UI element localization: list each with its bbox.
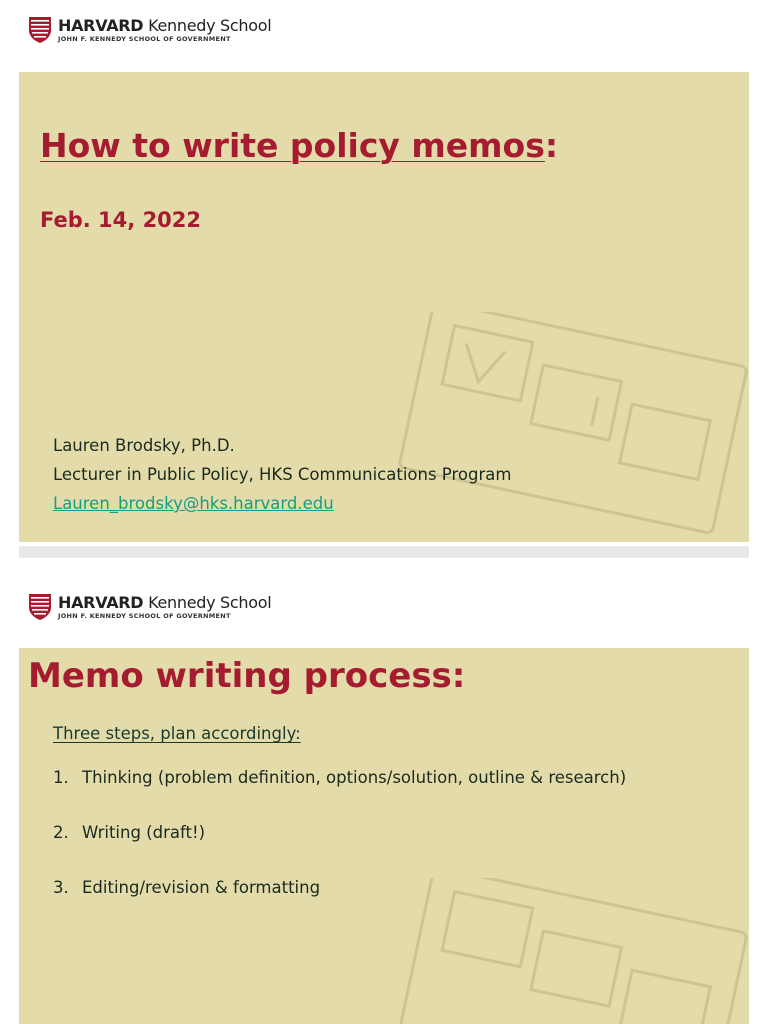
title-slide xyxy=(19,72,749,542)
slide-title: How to write policy memos: xyxy=(40,126,559,165)
list-item: 2. Writing (draft!) xyxy=(53,823,206,842)
slide-header xyxy=(0,0,768,60)
veritas-watermark-icon xyxy=(391,312,749,542)
steps-list xyxy=(53,768,626,933)
content-slide xyxy=(19,648,749,1024)
presentation-date: Feb. 14, 2022 xyxy=(40,208,202,232)
logo-name: HARVARD Kennedy School xyxy=(58,592,272,612)
hks-logo xyxy=(28,16,271,44)
slide-divider xyxy=(19,546,749,558)
logo-subtitle: JOHN F. KENNEDY SCHOOL OF GOVERNMENT xyxy=(58,611,231,620)
harvard-shield-icon xyxy=(28,16,52,44)
list-item: 3. Editing/revision & formatting xyxy=(53,878,321,897)
author-email-link[interactable]: Lauren_brodsky@hks.harvard.edu xyxy=(53,494,334,513)
author-email-row xyxy=(53,494,334,513)
author-name: Lauren Brodsky, Ph.D. xyxy=(53,436,235,455)
slide-title: Memo writing process: xyxy=(28,656,466,696)
author-role: Lecturer in Public Policy, HKS Communications Program xyxy=(53,465,512,484)
logo-name: HARVARD Kennedy School xyxy=(58,15,272,35)
list-item: 1. Thinking (problem definition, options/solution, outline & research) xyxy=(53,768,627,787)
logo-subtitle: JOHN F. KENNEDY SCHOOL OF GOVERNMENT xyxy=(58,34,231,43)
slide-header xyxy=(0,580,768,640)
harvard-shield-icon xyxy=(28,593,52,621)
hks-logo xyxy=(28,593,271,621)
steps-heading: Three steps, plan accordingly: xyxy=(53,724,301,743)
